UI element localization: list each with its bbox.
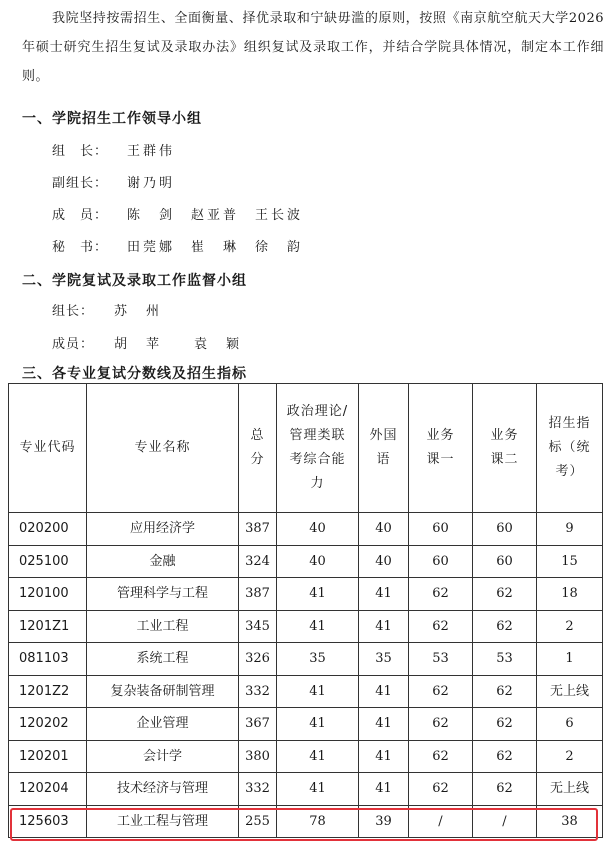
row-value: 田莞娜 崔 琳 徐 韵 (127, 240, 304, 255)
table-cell: 40 (359, 545, 409, 578)
table-row (9, 773, 603, 806)
table-cell: 15 (537, 545, 603, 578)
table-row (9, 805, 603, 838)
table-row (9, 643, 603, 676)
row-value: 王群伟 (127, 144, 176, 159)
col-header: 专业代码 (9, 384, 87, 513)
table-cell: / (409, 805, 473, 838)
row-label: 秘 书： (52, 240, 109, 255)
score-table (8, 383, 603, 838)
table-cell: 367 (239, 708, 277, 741)
col-header: 业务课二 (473, 384, 537, 513)
table-cell: 1 (537, 643, 603, 676)
col-header: 专业名称 (87, 384, 239, 513)
row-value: 陈 剑 赵亚普 王长波 (127, 208, 304, 223)
table-cell: 60 (409, 513, 473, 546)
table-cell: 020200 (9, 513, 87, 546)
table-cell: 41 (359, 675, 409, 708)
table-cell: 41 (277, 610, 359, 643)
table-cell: 40 (359, 513, 409, 546)
table-cell: 35 (277, 643, 359, 676)
table-cell: 金融 (87, 545, 239, 578)
table-row (9, 513, 603, 546)
table-cell: 53 (409, 643, 473, 676)
row-label: 成 员： (52, 208, 109, 223)
col-header: 总分 (239, 384, 277, 513)
table-cell: 62 (473, 578, 537, 611)
table-cell: 60 (473, 513, 537, 546)
table-cell: 41 (359, 708, 409, 741)
col-header: 外国语 (359, 384, 409, 513)
table-cell: 332 (239, 675, 277, 708)
table-cell: 2 (537, 740, 603, 773)
table-cell: 38 (537, 805, 603, 838)
table-cell: 41 (359, 773, 409, 806)
table-row (9, 708, 603, 741)
table-cell: 62 (409, 578, 473, 611)
table-cell: 41 (277, 578, 359, 611)
table-cell: 081103 (9, 643, 87, 676)
table-cell: 41 (359, 578, 409, 611)
table-cell: 345 (239, 610, 277, 643)
table-cell: 60 (473, 545, 537, 578)
table-cell: 125603 (9, 805, 87, 838)
table-cell: 41 (359, 740, 409, 773)
table-cell: 324 (239, 545, 277, 578)
row-label: 组 长： (52, 144, 109, 159)
table-cell: 41 (277, 740, 359, 773)
table-row (9, 545, 603, 578)
table-cell: 会计学 (87, 740, 239, 773)
section2-heading: 二、学院复试及录取工作监督小组 (22, 273, 247, 289)
row-label: 成员： (52, 337, 95, 352)
table-cell: 复杂装备研制管理 (87, 675, 239, 708)
row-value: 胡 苹 袁 颖 (114, 337, 243, 352)
table-cell: 120100 (9, 578, 87, 611)
table-cell: 332 (239, 773, 277, 806)
table-cell: 120204 (9, 773, 87, 806)
table-cell: 62 (473, 773, 537, 806)
col-header: 政治理论/管理类联考综合能力 (277, 384, 359, 513)
table-cell: 326 (239, 643, 277, 676)
section3-heading: 三、各专业复试分数线及招生指标 (22, 366, 247, 382)
table-cell: 工业工程与管理 (87, 805, 239, 838)
table-cell: 41 (277, 773, 359, 806)
table-cell: 62 (409, 708, 473, 741)
deputy-row (52, 172, 175, 191)
row-label: 副组长： (52, 176, 109, 191)
table-cell: 60 (409, 545, 473, 578)
table-cell: 企业管理 (87, 708, 239, 741)
table-cell: 18 (537, 578, 603, 611)
table-cell: 380 (239, 740, 277, 773)
table-cell: 管理科学与工程 (87, 578, 239, 611)
row-value: 苏 州 (114, 304, 163, 319)
table-cell: 40 (277, 545, 359, 578)
table-cell: 35 (359, 643, 409, 676)
table-cell: 应用经济学 (87, 513, 239, 546)
table-cell: 6 (537, 708, 603, 741)
table-row (9, 610, 603, 643)
table-cell: 62 (473, 610, 537, 643)
secretary-row (52, 236, 303, 255)
col-header: 业务课一 (409, 384, 473, 513)
row-label: 组长： (52, 304, 95, 319)
table-cell: 62 (409, 740, 473, 773)
table-cell: 387 (239, 578, 277, 611)
intro-paragraph: 我院坚持按需招生、全面衡量、择优录取和宁缺毋滥的原则，按照《南京航空航天大学2026年硕士研究生招生复试及录取办法》组织复试及录取工作，并结合学院具体情况，制定本工作细则。 (22, 11, 604, 84)
table-cell: 39 (359, 805, 409, 838)
table-header-row (9, 384, 603, 513)
table-cell: 62 (409, 675, 473, 708)
table-cell: 62 (409, 610, 473, 643)
table-cell: 387 (239, 513, 277, 546)
table-cell: 025100 (9, 545, 87, 578)
table-cell: 62 (409, 773, 473, 806)
supervisor-members-row (52, 333, 242, 352)
table-cell: 系统工程 (87, 643, 239, 676)
row-value: 谢乃明 (127, 176, 176, 191)
table-cell: 78 (277, 805, 359, 838)
table-cell: 120202 (9, 708, 87, 741)
table-cell: 53 (473, 643, 537, 676)
table-cell: 1201Z1 (9, 610, 87, 643)
col-header: 招生指标（统考） (537, 384, 603, 513)
table-cell: 62 (473, 708, 537, 741)
table-row (9, 675, 603, 708)
table-cell: 1201Z2 (9, 675, 87, 708)
table-cell: 41 (359, 610, 409, 643)
table-cell: 41 (277, 675, 359, 708)
table-row (9, 740, 603, 773)
leader-row (52, 140, 175, 159)
table-row (9, 578, 603, 611)
table-cell: / (473, 805, 537, 838)
table-cell: 41 (277, 708, 359, 741)
table-cell: 120201 (9, 740, 87, 773)
table-cell: 技术经济与管理 (87, 773, 239, 806)
table-cell: 工业工程 (87, 610, 239, 643)
section1-heading: 一、学院招生工作领导小组 (22, 111, 202, 127)
supervisor-leader-row (52, 300, 162, 319)
table-cell: 9 (537, 513, 603, 546)
table-cell: 40 (277, 513, 359, 546)
table-cell: 无上线 (537, 773, 603, 806)
members-row (52, 204, 303, 223)
table-cell: 255 (239, 805, 277, 838)
table-cell: 无上线 (537, 675, 603, 708)
table-cell: 62 (473, 740, 537, 773)
table-cell: 62 (473, 675, 537, 708)
table-cell: 2 (537, 610, 603, 643)
